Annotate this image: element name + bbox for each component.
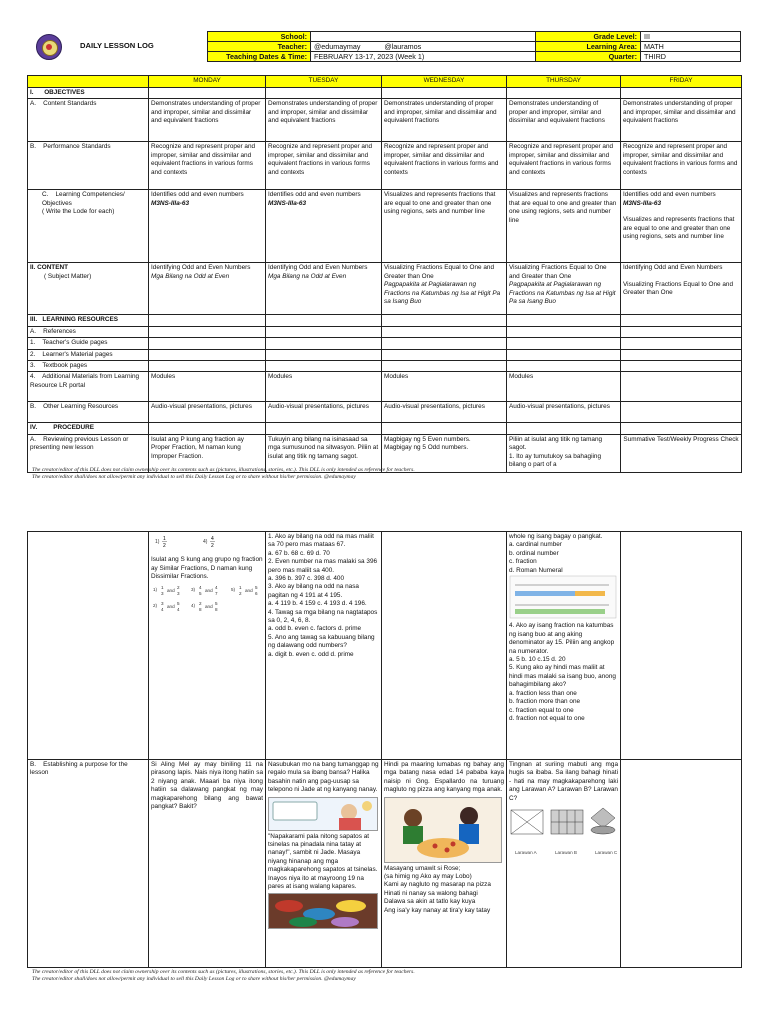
competencies-mon [149, 190, 266, 263]
competencies-wed: Visualizes and represents fractions that are equal to one and greater than one using regions, sets and number line [382, 190, 507, 263]
similar-fractions-items [151, 582, 263, 616]
purpose-wed [382, 760, 507, 968]
pizza-cooking-image [384, 797, 502, 863]
competencies-fri [621, 190, 742, 263]
content-standards-wed: Demonstrates understanding of proper and improper, similar and dissimilar and equivalent fractions [382, 99, 507, 142]
quarter-label: Quarter: [536, 52, 641, 62]
svg-text:and: and [167, 587, 175, 593]
competencies-tue-text: Identifies odd and even numbers [268, 191, 361, 199]
performance-standards-fri: Recognize and represent proper and improper, similar and dissimilar and equivalent fractions in various forms and contexts [621, 142, 742, 190]
footer-line1: The creator/editor of this DLL does not claim ownership over its contents such as (pictures, illustrations, stories, etc.). This DLL is only intended as reference for teachers. [32, 467, 415, 473]
grade-value: III [641, 32, 741, 42]
day-wednesday: WEDNESDAY [382, 76, 507, 88]
content-standards-fri: Demonstrates understanding of proper and improper, similar and dissimilar and equivalent fractions [621, 99, 742, 142]
thu-q1-cont: whole ng isang bagay o pangkat. [509, 533, 603, 540]
content-standards-label: A. Content Standards [28, 99, 149, 142]
svg-text:4: 4 [177, 606, 180, 612]
reviewing-wed: Magbigay ng 5 Even numbers. Magbigay ng 5 Odd numbers. [382, 434, 507, 472]
tue-q2: 2. Even number na mas malaki sa 396 pero mas maliit sa 400. [268, 558, 378, 574]
thu-q4: 4. Ako ay isang fraction na katumbas ng isang buo at ang aking denominator ay 15. Piliin ang angkop na numerator. [509, 622, 615, 655]
svg-text:8: 8 [215, 606, 218, 612]
review-cont-tue [266, 532, 382, 760]
school-label: School: [208, 32, 311, 42]
purpose-wed-text-1: Hindi pa maaring lumabas ng bahay ang mga batang nasa edad 14 pababa kaya naisip ni Gng. Espallardo na turuang magluto ng pizza ang kanyang mga anak. [384, 761, 504, 794]
footer-line1-p2: The creator/editor of this DLL does not claim ownership over its contents such as (pictures, illustrations, stories, etc.). This DLL is only intended as reference for teachers. [32, 969, 415, 975]
thu-q1-d: d. Roman Numeral [509, 566, 563, 574]
content-fri-text-2: Visualizing Fractions Equal to One and Greater than One [623, 280, 734, 297]
svg-text:1): 1) [155, 539, 160, 545]
competencies-fri-code: M3NS-IIIa-63 [623, 199, 662, 207]
lesson-table-page1 [27, 75, 742, 473]
header-info-table [207, 31, 741, 62]
thu-q4-choices: a. 5 b. 10 c.15 d. 20 [509, 656, 566, 664]
content-sublabel: ( Subject Matter) [44, 272, 92, 280]
svg-text:and: and [167, 603, 175, 609]
shapes-labels [509, 849, 618, 857]
purpose-wed-text-2: Masayang umawit si Rose; (sa himig ng Ako ay may Lobo) Kami ay nagluto ng masarap na pizza Hinati ni nanay sa walong bahagi Dalawa sa akin at tatlo kay kuya Ang isa'y kay nanay at tira'y kay tatay [384, 864, 491, 914]
footer-line2-p2: The creator/editor shall/does not allow/permit any individual to sell this Daily Lesson Log or to share without his/her permission. @edumaymay [32, 976, 356, 983]
content-standards-tue: Demonstrates understanding of proper and improper, similar and dissimilar and equivalent fractions [266, 99, 382, 142]
svg-text:2: 2 [177, 584, 180, 590]
svg-text:2: 2 [211, 543, 214, 549]
thu-q5-b: b. fraction more than one [509, 698, 581, 706]
reviewing-fri: Summative Test/Weekly Progress Check [621, 434, 742, 472]
label-larawan-b: Larawan B [555, 850, 577, 856]
other-wed: Audio-visual presentations, pictures [382, 402, 507, 423]
content-standards-mon: Demonstrates understanding of proper and improper, similar and dissimilar and equivalent fractions [149, 99, 266, 142]
teacher-label: Teacher: [208, 42, 311, 52]
svg-text:and: and [205, 587, 213, 593]
content-mon [149, 263, 266, 315]
footer-page2 [32, 969, 752, 983]
other-resources-label: B. Other Learning Resources [28, 402, 149, 423]
svg-text:and: and [245, 587, 253, 593]
svg-text:4): 4) [203, 539, 208, 545]
svg-text:2): 2) [153, 602, 158, 608]
lesson-table-page2 [27, 531, 742, 968]
svg-text:4: 4 [199, 584, 202, 590]
content-thu [507, 263, 621, 315]
svg-text:5: 5 [255, 584, 258, 590]
svg-text:5: 5 [215, 600, 218, 606]
tue-q5-choices: a. digit b. even c. odd d. prime [268, 650, 354, 658]
additional-tue: Modules [266, 372, 382, 402]
performance-standards-wed: Recognize and represent proper and improper, similar and dissimilar and equivalent fractions in various forms and contexts [382, 142, 507, 190]
competencies-tue [266, 190, 382, 263]
svg-text:3: 3 [177, 590, 180, 596]
svg-text:4): 4) [191, 602, 196, 608]
svg-text:1: 1 [161, 584, 164, 590]
additional-wed: Modules [382, 372, 507, 402]
content-label-cell [28, 263, 149, 315]
svg-text:1): 1) [153, 586, 158, 592]
performance-standards-mon: Recognize and represent proper and improper, similar and dissimilar and equivalent fractions in various forms and contexts [149, 142, 266, 190]
content-mon-text: Identifying Odd and Even Numbers [151, 264, 251, 272]
purpose-thu-text: Tingnan at suriing mabuti ang mga hugis sa ibaba. Sa ilang bahagi hinati - hati na may magkakaparehong laki ang Larawan A? Larawan B? Larawan C? [509, 761, 618, 802]
thu-q1-a: a. cardinal number [509, 541, 562, 549]
competencies-thu: Visualizes and represents fractions that are equal to one and greater than one using regions, sets and number line [507, 190, 621, 263]
competencies-label: C. Learning Competencies/ Objectives ( Write the Lode for each) [28, 190, 149, 263]
content-wed-italic: Pagpapakita at Pagialarawan ng Fractions na Katumbas ng Isa at Higit Pa sa Isang Buo [384, 281, 501, 306]
content-tue-italic: Mga Bilang na Odd at Even [268, 272, 347, 280]
svg-text:1: 1 [163, 536, 166, 542]
reviewing-thu: Piliin at isulat ang titik ng tamang sagot. 1. Ito ay tumutukoy sa bahagiing bilang o part of a [507, 434, 621, 472]
purpose-tue-text-2: "Napakarami pala nitong sapatos at tsinelas na pinadala nina tatay at nanay!", sambit ni Jade. Masaya niyang hinanap ang mga magkakaparehong sapatos at tsinelas. Inayos niya ito at mayroong 19 na pares at isang walang kapares. [268, 832, 378, 891]
svg-text:2: 2 [239, 590, 242, 596]
number-line-image [509, 575, 617, 619]
references-label: A. References [28, 326, 149, 337]
seal-logo [36, 34, 62, 60]
tue-q4: 4. Tawag sa mga bilang na nagtatapos sa 0, 2, 4, 6, 8. [268, 608, 378, 625]
learning-area-label: Learning Area: [536, 42, 641, 52]
procedure-heading: IV. PROCEDURE [28, 423, 149, 434]
content-mon-italic: Mga Bilang na Odd at Even [151, 272, 230, 280]
reviewing-tue: Tukuyin ang bilang na isinasaad sa mga sumusunod na sitwasyon. Piliin at isulat ang titik ng tamang sagot. [266, 434, 382, 472]
tue-q1: 1. Ako ay bilang na odd na mas maliit sa 70 pero mas mataas 67. [268, 533, 374, 549]
svg-text:4: 4 [161, 606, 164, 612]
grade-label: Grade Level: [536, 32, 641, 42]
thu-q5-d: d. fraction not equal to one [509, 714, 585, 722]
teachers-guide-label: 1. Teacher's Guide pages [28, 338, 149, 349]
thu-q5-a: a. fraction less than one [509, 689, 577, 697]
content-tue [266, 263, 382, 315]
svg-text:3: 3 [161, 600, 164, 606]
tue-q4-choices: a. odd b. even c. factors d. prime [268, 625, 362, 633]
svg-text:2: 2 [163, 543, 166, 549]
fraction-items-1 [151, 533, 261, 551]
thu-q1-c: c. fraction [509, 558, 537, 566]
day-tuesday: TUESDAY [266, 76, 382, 88]
tue-q3: 3. Ako ay bilang na odd na nasa pagitan ng 4 191 at 4 195. [268, 583, 359, 599]
label-larawan-a: Larawan A [515, 850, 537, 856]
content-thu-text: Visualizing Fractions Equal to One and Greater than One [509, 264, 607, 280]
svg-text:3): 3) [191, 586, 196, 592]
performance-standards-thu: Recognize and represent proper and improper, similar and dissimilar and equivalent fractions in various forms and contexts [507, 142, 621, 190]
phone-conversation-image [268, 797, 378, 831]
content-wed [382, 263, 507, 315]
performance-standards-label: B. Performance Standards [28, 142, 149, 190]
content-tue-text: Identifying Odd and Even Numbers [268, 264, 368, 272]
additional-materials-label: 4. Additional Materials from Learning Resource LR portal [28, 372, 149, 402]
tue-q3-choices: a. 4 119 b. 4 159 c. 4 193 d. 4 196. [268, 600, 367, 608]
reviewing-mon: Isulat ang P kung ang fraction ay Proper Fraction, M naman kung Improper Fraction. [149, 434, 266, 472]
review-cont-thu [507, 532, 621, 760]
day-thursday: THURSDAY [507, 76, 621, 88]
svg-text:3: 3 [161, 590, 164, 596]
content-wed-text: Visualizing Fractions Equal to One and Greater than One [384, 264, 495, 280]
svg-text:1: 1 [239, 584, 242, 590]
svg-text:6: 6 [255, 590, 258, 596]
svg-text:8: 8 [199, 606, 202, 612]
other-thu: Audio-visual presentations, pictures [507, 402, 621, 423]
day-monday: MONDAY [149, 76, 266, 88]
dll-title: DAILY LESSON LOG [80, 41, 154, 50]
objectives-heading: I. OBJECTIVES [28, 88, 149, 99]
learning-area-value: MATH [641, 42, 741, 52]
purpose-thu [507, 760, 621, 968]
other-tue: Audio-visual presentations, pictures [266, 402, 382, 423]
shoes-pile-image [268, 893, 378, 929]
purpose-tue [266, 760, 382, 968]
svg-text:5): 5) [231, 586, 236, 592]
textbook-label: 3. Textbook pages [28, 361, 149, 372]
content-standards-thu: Demonstrates understanding of proper and improper, similar and dissimilar and equivalent fractions [507, 99, 621, 142]
dates-label: Teaching Dates & Time: [208, 52, 311, 62]
svg-text:7: 7 [215, 590, 218, 596]
svg-text:4: 4 [215, 584, 218, 590]
shapes-figure [509, 806, 619, 846]
similar-fractions-instruction: Isulat ang S kung ang grupo ng fraction ay Similar Fractions, D naman kung Dissimilar Fractions. [151, 556, 263, 581]
content-thu-italic: Pagpapakita at Pagialarawan ng Fractions na Katumbas ng Isa at Higit Pa sa Isang Buo [509, 281, 616, 306]
svg-text:and: and [205, 603, 213, 609]
corner-cell [28, 76, 149, 88]
competencies-mon-text: Identifies odd and even numbers [151, 191, 244, 199]
review-cont-mon [149, 532, 266, 760]
content-fri-text: Identifying Odd and Even Numbers [623, 264, 723, 272]
competencies-tue-code: M3NS-IIIa-63 [268, 199, 307, 207]
content-label: II. CONTENT [30, 264, 68, 272]
thu-q5: 5. Kung ako ay hindi mas maliit at hindi mas malaki sa isang buo, anong bahagimbilang ako? [509, 664, 616, 689]
tue-q1-choices: a. 67 b. 68 c. 69 d. 70 [268, 549, 330, 557]
purpose-tue-text-1: Nasubukan mo na bang tumanggap ng regalo mula sa ibang bansa? Halika basahin natin ang pag-uusap sa telepono ni Jade at ng kanyang nanay. [268, 761, 379, 794]
thu-q5-c: c. fraction equal to one [509, 706, 574, 714]
performance-standards-tue: Recognize and represent proper and improper, similar and dissimilar and equivalent fractions in various forms and contexts [266, 142, 382, 190]
svg-text:5: 5 [177, 600, 180, 606]
svg-text:5: 5 [199, 590, 202, 596]
tue-q5: 5. Ano ang tawag sa kabuuang bilang ng dalawang odd numbers? [268, 633, 375, 650]
footer-line2: The creator/editor shall/does not allow/permit any individual to sell this Daily Lesson Log or to share without his/her permission. @edumaymay [32, 474, 356, 481]
content-fri [621, 263, 742, 315]
other-mon: Audio-visual presentations, pictures [149, 402, 266, 423]
learning-resources-heading: III. LEARNING RESOURCES [28, 315, 149, 326]
competencies-mon-code: M3NS-IIIa-63 [151, 199, 190, 207]
dates-value: FEBRUARY 13-17, 2023 (Week 1) [311, 52, 536, 62]
school-value [311, 32, 536, 42]
competencies-fri-text-2: Visualizes and represents fractions that are equal to one and greater than one using regions, sets and number line [623, 216, 735, 241]
day-friday: FRIDAY [621, 76, 742, 88]
footer-page1 [32, 467, 752, 481]
teacher-value: @edumaymay @lauramos [311, 42, 536, 52]
competencies-fri-text: Identifies odd and even numbers [623, 191, 716, 199]
quarter-value: THIRD [641, 52, 741, 62]
additional-mon: Modules [149, 372, 266, 402]
tue-q2-choices: a. 396 b. 397 c. 398 d. 400 [268, 575, 345, 583]
svg-text:2: 2 [199, 600, 202, 606]
learners-material-label: 2. Learner's Material pages [28, 349, 149, 360]
purpose-label: B. Establishing a purpose for the lesson [28, 760, 149, 968]
additional-thu: Modules [507, 372, 621, 402]
purpose-mon: Si Aling Mel ay may biniling 11 na pirasong lapis. Nais niya itong hatiin sa 2 niyang anak. Maaari ba niya itong hatiin sa dalawang pangkat ng may magkaparehong bilang ang bawat pangkat? Bakit? [149, 760, 266, 968]
svg-text:4: 4 [211, 536, 214, 542]
label-larawan-c: Larawan C [595, 850, 618, 856]
reviewing-label: A. Reviewing previous Lesson or presenting new lesson [28, 434, 149, 472]
thu-q1-b: b. ordinal number [509, 549, 559, 557]
